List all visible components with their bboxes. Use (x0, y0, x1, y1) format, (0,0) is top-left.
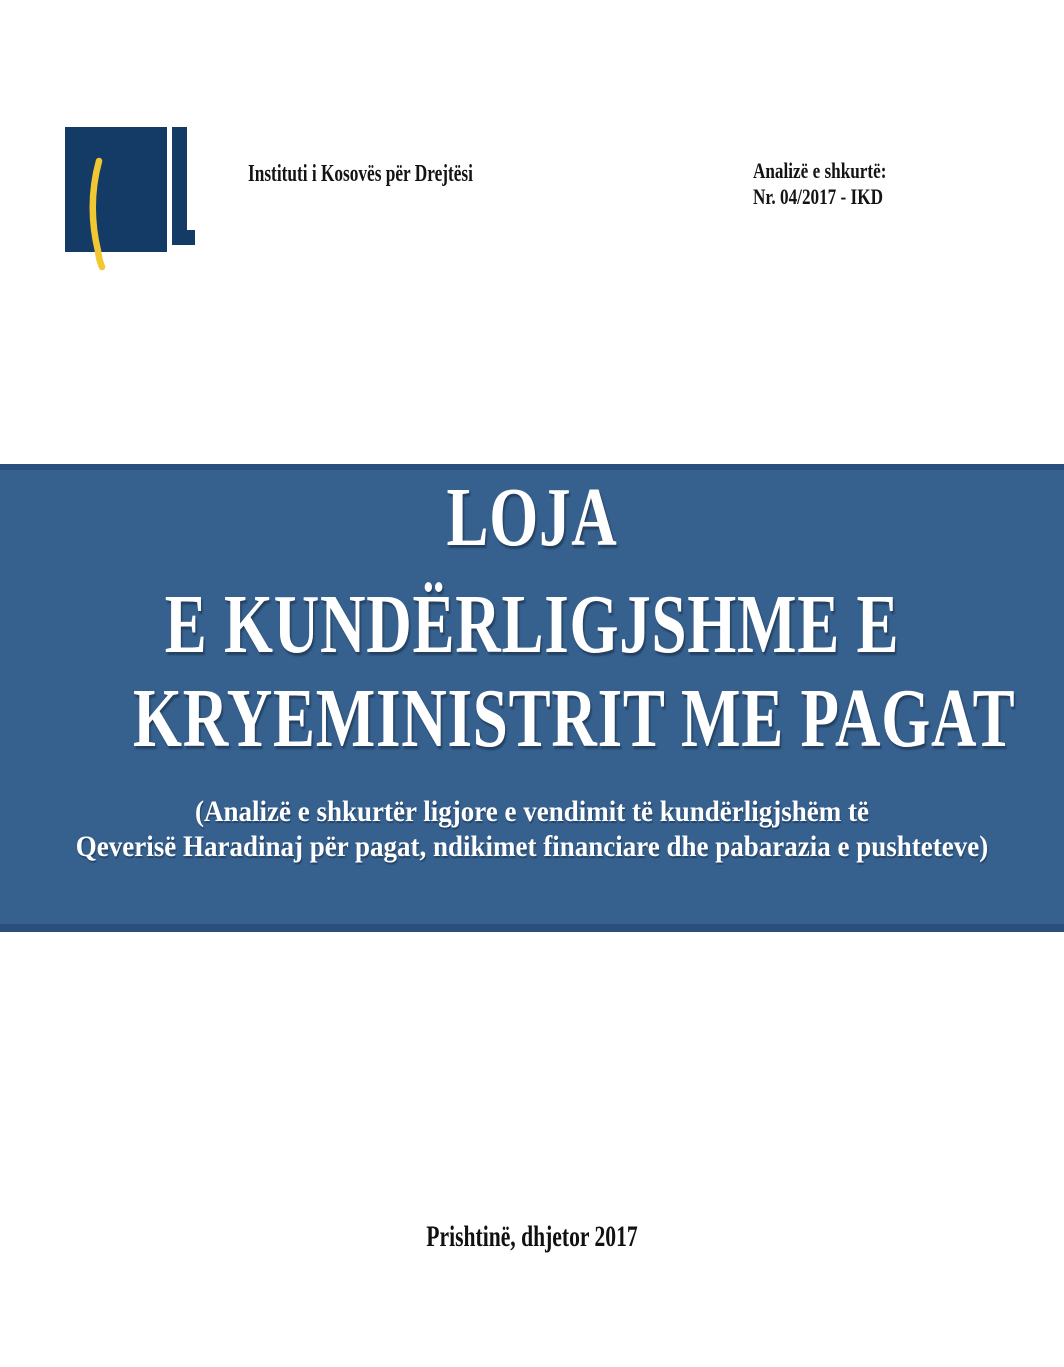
org-name: Instituti i Kosovës për Drejtësi (248, 161, 473, 187)
issue-label: Analizë e shkurtë: (753, 158, 887, 183)
title-banner (0, 464, 1064, 932)
title-line-1: LOJA (446, 471, 618, 564)
ikd-logo (62, 125, 198, 273)
subtitle (53, 794, 1011, 864)
title-line-2: E KUNDËRLIGJSHME E (164, 578, 900, 671)
issue-number: Nr. 04/2017 - IKD (753, 184, 883, 209)
subtitle-line-1: (Analizë e shkurtër ligjore e vendimit të kundërligjshëm të (195, 795, 869, 828)
issue-block (753, 158, 886, 210)
logo-square (65, 127, 167, 252)
logo-letter-l-stem (172, 127, 187, 245)
place-date: Prishtinë, dhjetor 2017 (426, 1220, 638, 1253)
title-line-3: KRYEMINISTRIT ME PAGAT (133, 672, 1016, 765)
subtitle-line-2: Qeverisë Haradinaj për pagat, ndikimet financiare dhe pabarazia e pushteteve) (75, 830, 989, 863)
logo-letter-l-foot (172, 230, 195, 245)
